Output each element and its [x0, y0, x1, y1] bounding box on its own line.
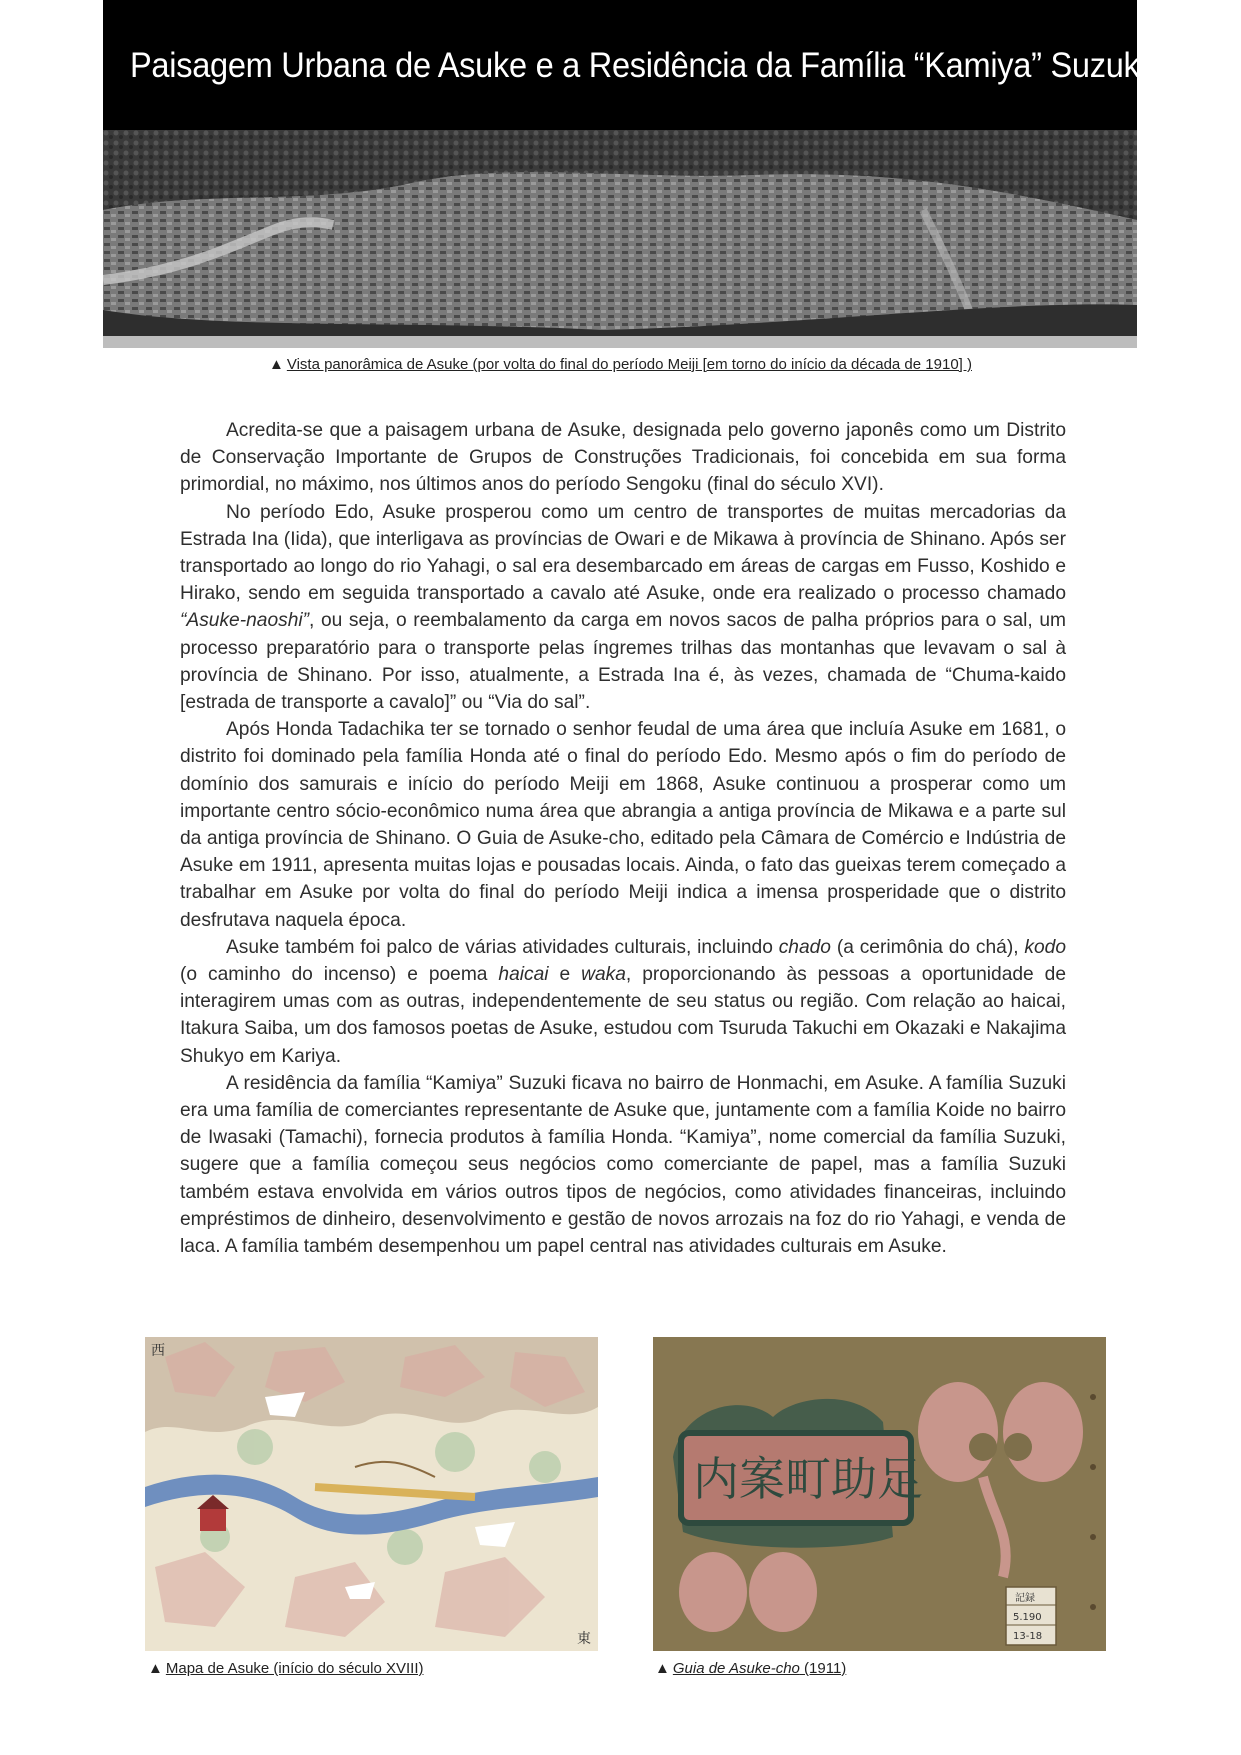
guide-caption — [655, 1660, 846, 1677]
p4-i: , proporcionando às pessoas a oportunidade de interagirem umas com as outras, independentemente de seu status ou região. Com relação ao haicai, Itakura Saiba, um dos famosos poetas de Asuke, estudou com Tsuruda Takuchi em Okazaki e Nakajima Shukyo em Kariya. — [180, 964, 1066, 1067]
triangle-up-icon: ▲ — [148, 1660, 163, 1677]
p4-g: e — [548, 964, 582, 986]
p4-waka: waka — [581, 964, 626, 986]
triangle-up-icon: ▲ — [268, 356, 284, 373]
paragraph-2 — [180, 499, 1066, 717]
p4-haicai: haicai — [498, 964, 549, 986]
p4-a: Asuke também foi palco de várias atividades culturais, incluindo — [226, 936, 779, 958]
paragraph-1: Acredita-se que a paisagem urbana de Asuke, designada pelo governo japonês como um Distrito de Conservação Importante de Grupos de Construções Tradicionais, foi concebida em sua forma primordial, no máximo, nos últimos anos do período Sengoku (final do século XVI). — [180, 420, 1066, 496]
map-corner-label-west: 西 — [151, 1343, 165, 1359]
guide-cover-title: 内案町助足 — [693, 1452, 923, 1506]
map-caption — [148, 1660, 424, 1677]
guide-label-line-2: 5.190 — [1013, 1612, 1042, 1623]
guide-label-line-3: 13-18 — [1013, 1631, 1043, 1642]
panorama-caption — [0, 356, 1241, 373]
paragraph-2-part-c: , ou seja, o reembalamento da carga em novos sacos de palha próprios para o sal, um processo preparatório para o transporte pelas íngremes trilhas das montanhas que levavam o sal à província de Shinano. Por isso, atualmente, a Estrada Ina é, às vezes, chamada de “Chuma-kaido [estrada de transporte a cavalo]” ou “Via do sal”. — [180, 610, 1066, 714]
panorama-caption-text: Vista panorâmica de Asuke (por volta do final do período Meiji [em torno do início da década de 1910] ) — [286, 356, 972, 373]
guide-label-line-1: 記録 — [1015, 1593, 1035, 1604]
panorama-photo — [103, 130, 1137, 348]
paragraph-4 — [180, 934, 1066, 1070]
asuke-guide-cover-image — [653, 1337, 1106, 1651]
p4-e: (o caminho do incenso) e poema — [180, 964, 499, 986]
guide-caption-year: (1911) — [799, 1660, 847, 1677]
p4-c: (a cerimônia do chá), — [830, 936, 1025, 958]
paragraph-5: A residência da família “Kamiya” Suzuki ficava no bairro de Honmachi, em Asuke. A família Suzuki era uma família de comerciantes representante de Asuke que, juntamente com a família Koide no bairro de Iwasaki (Tamachi), fornecia produtos à família Honda. “Kamiya”, nome comercial da família Suzuki, sugere que a família começou seus negócios como comerciante de papel, mas a família Suzuki também estava envolvida em vários outros tipos de negócios, como atividades financeiras, incluindo empréstimos de dinheiro, desenvolvimento e gestão de novos arrozais na foz do rio Yahagi, e venda de laca. A família também desempenhou um papel central nas atividades culturais em Asuke. — [180, 1072, 1066, 1258]
asuke-map-image — [145, 1337, 598, 1651]
page-title: Paisagem Urbana de Asuke e a Residência da Família “Kamiya” Suzuki — [130, 46, 1147, 85]
panorama-illustration — [103, 130, 1137, 348]
map-caption-text: Mapa de Asuke (início do século XVIII) — [165, 1660, 424, 1677]
p4-kodo: kodo — [1024, 936, 1066, 958]
title-bar — [103, 0, 1147, 130]
paragraph-2-italic: “Asuke-naoshi” — [180, 610, 310, 632]
paragraph-3: Após Honda Tadachika ter se tornado o senhor feudal de uma área que incluía Asuke em 1681, o distrito foi dominado pela família Honda até o final do período Edo. Mesmo após o fim do período de domínio dos samurais e início do período Meiji em 1868, Asuke continuou a prosperar como um importante centro sócio-econômico numa área que abrangia a antiga província de Mikawa e a parte sul da antiga província de Shinano. O Guia de Asuke-cho, editado pela Câmara de Comércio e Indústria de Asuke em 1911, apresenta muitas lojas e pousadas locais. Ainda, o fato das gueixas terem começado a trabalhar em Asuke por volta do final do período Meiji indica a imensa prosperidade que o distrito desfrutava naquela época. — [180, 719, 1066, 931]
map-corner-label-east: 東 — [577, 1631, 591, 1647]
guide-cover-illustration — [653, 1337, 1106, 1651]
p4-chado: chado — [778, 936, 831, 958]
guide-caption-title: Guia de Asuke-cho — [672, 1660, 800, 1677]
paragraph-2-part-a: No período Edo, Asuke prosperou como um centro de transportes de muitas mercadorias da Estrada Ina (Iida), que interligava as províncias de Owari e de Mikawa à província de Shinano. Após ser transportado ao longo do rio Yahagi, o sal era desembarcado em áreas de cargas em Fusso, Koshido e Hirako, sendo em seguida transportado a cavalo até Asuke, onde era realizado o processo chamado — [180, 501, 1066, 605]
map-illustration — [145, 1337, 598, 1651]
triangle-up-icon: ▲ — [655, 1660, 670, 1677]
article-body — [180, 417, 1066, 1260]
